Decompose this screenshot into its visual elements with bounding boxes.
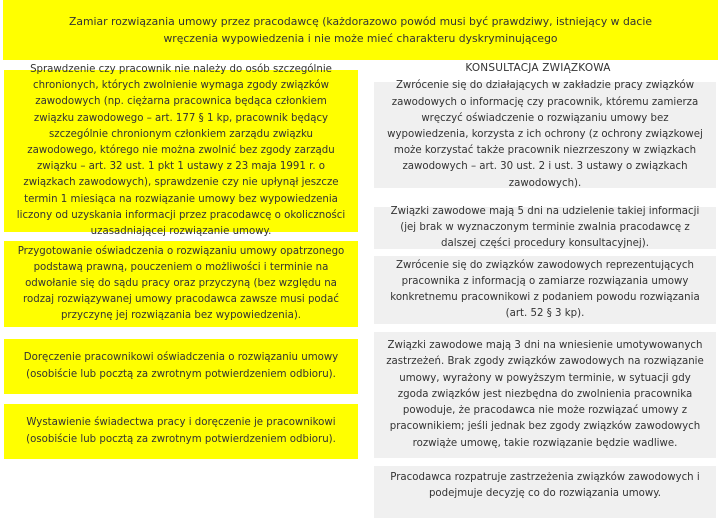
consult-step-inform-unions — [374, 256, 716, 324]
consult-step-decision — [374, 466, 716, 518]
step-check-protection-text: Sprawdzenie czy pracownik nie należy do osób szczególnie chronionych, których zwolnienie wymaga zgody związków zawodowych (np. ciężarna pracownica będąca członkiem związku zawodowego – art. 177 § 1 kp, pracownik będący szczególnie chronionym członkiem zarządu związku zawodowego, którego nie można zwolnić bez zgody zarządu związku – art. 32 ust. 1 pkt 1 ustawy z 23 maja 1991 r. o związkach zawodowych), sprawdzenie czy nie upłynął jeszcze termin 1 miesiąca na rozwiązanie umowy bez wypowiedzenia liczony od uzyskania informacji przez pracodawcę o okoliczności uzasadniającej rozwiązanie umowy. — [16, 63, 346, 237]
step-prepare-statement — [4, 241, 358, 327]
step-check-protection — [4, 63, 358, 237]
header-line-2: wręczenia wypowiedzenia i nie może mieć charakteru dyskryminującego — [163, 32, 558, 45]
step-deliver-statement-text: Doręczenie pracownikowi oświadczenia o rozwiązaniu umowy (osobiście lub pocztą za zwrotnym potwierdzeniem odbioru). — [23, 352, 339, 380]
header-line-1: Zamiar rozwiązania umowy przez pracodawcę (każdorazowo powód musi być prawdziwy, istniejący w dacie — [69, 14, 652, 28]
consult-step-inform-unions-text: Zwrócenie się do związków zawodowych reprezentujących pracownika z informacją o zamiarze rozwiązania umowy konkretnemu pracownikowi z podaniem powodu rozwiązania (art. 52 § 3 kp). — [390, 259, 700, 320]
step-deliver-statement — [4, 339, 358, 394]
step-issue-certificate-text: Wystawienie świadectwa pracy i doręczenie je pracownikowi (osobiście lub pocztą za zwrotnym potwierdzeniem odbioru). — [26, 417, 336, 445]
consult-step-5-days-text: Związki zawodowe mają 5 dni na udzielenie takiej informacji (jej brak w wyznaczonym terminie zwalnia pracodawcę z dalszej części procedury konsultacyjnej). — [390, 205, 700, 250]
consult-step-5-days — [374, 207, 716, 249]
process-header-box — [3, 0, 718, 60]
step-issue-certificate — [4, 404, 358, 459]
consult-step-ask-unions-text: Zwrócenie się do działających w zakładzie pracy związków zawodowych o informację czy pracownik, któremu zamierza wręczyć oświadczenie o rozwiązaniu umowy bez wypowiedzenia, korzysta z ich ochrony (z ochrony związkowej może korzystać także pracownik niezrzeszony w związkach zawodowych – art. 30 ust. 2 i ust. 3 ustawy o związkach zawodowych). — [387, 80, 703, 189]
step-prepare-statement-text: Przygotowanie oświadczenia o rozwiązaniu umowy opatrzonego podstawą prawną, pouczeniem o możliwości i terminie na odwołanie się do sądu pracy oraz przyczyną (bez względu na rodzaj rozwiązywanej umowy pracodawca zawsze musi podać przyczynę jej rozwiązania bez wypowiedzenia). — [17, 245, 345, 322]
consult-step-3-days-text: Związki zawodowe mają 3 dni na wniesienie umotywowanych zastrzeżeń. Brak zgody związków zawodowych na rozwiązanie umowy, wyrażony w powyższym terminie, w sytuacji gdy zgoda związków jest niezbędna do zwolnienia pracownika powoduje, że pracodawca nie może rozwiązać umowy z pracownikiem; jeśli jednak bez zgody związków zawodowych rozwiąże umowę, takie rozwiązanie będzie wadliwe. — [386, 340, 704, 449]
consult-step-decision-text: Pracodawca rozpatruje zastrzeżenia związków zawodowych i podejmuje decyzję co do rozwiązania umowy. — [390, 472, 700, 500]
consult-step-3-days — [374, 332, 716, 458]
consult-step-ask-unions — [374, 82, 716, 188]
consultation-title: KONSULTACJA ZWIĄZKOWA — [465, 62, 611, 74]
